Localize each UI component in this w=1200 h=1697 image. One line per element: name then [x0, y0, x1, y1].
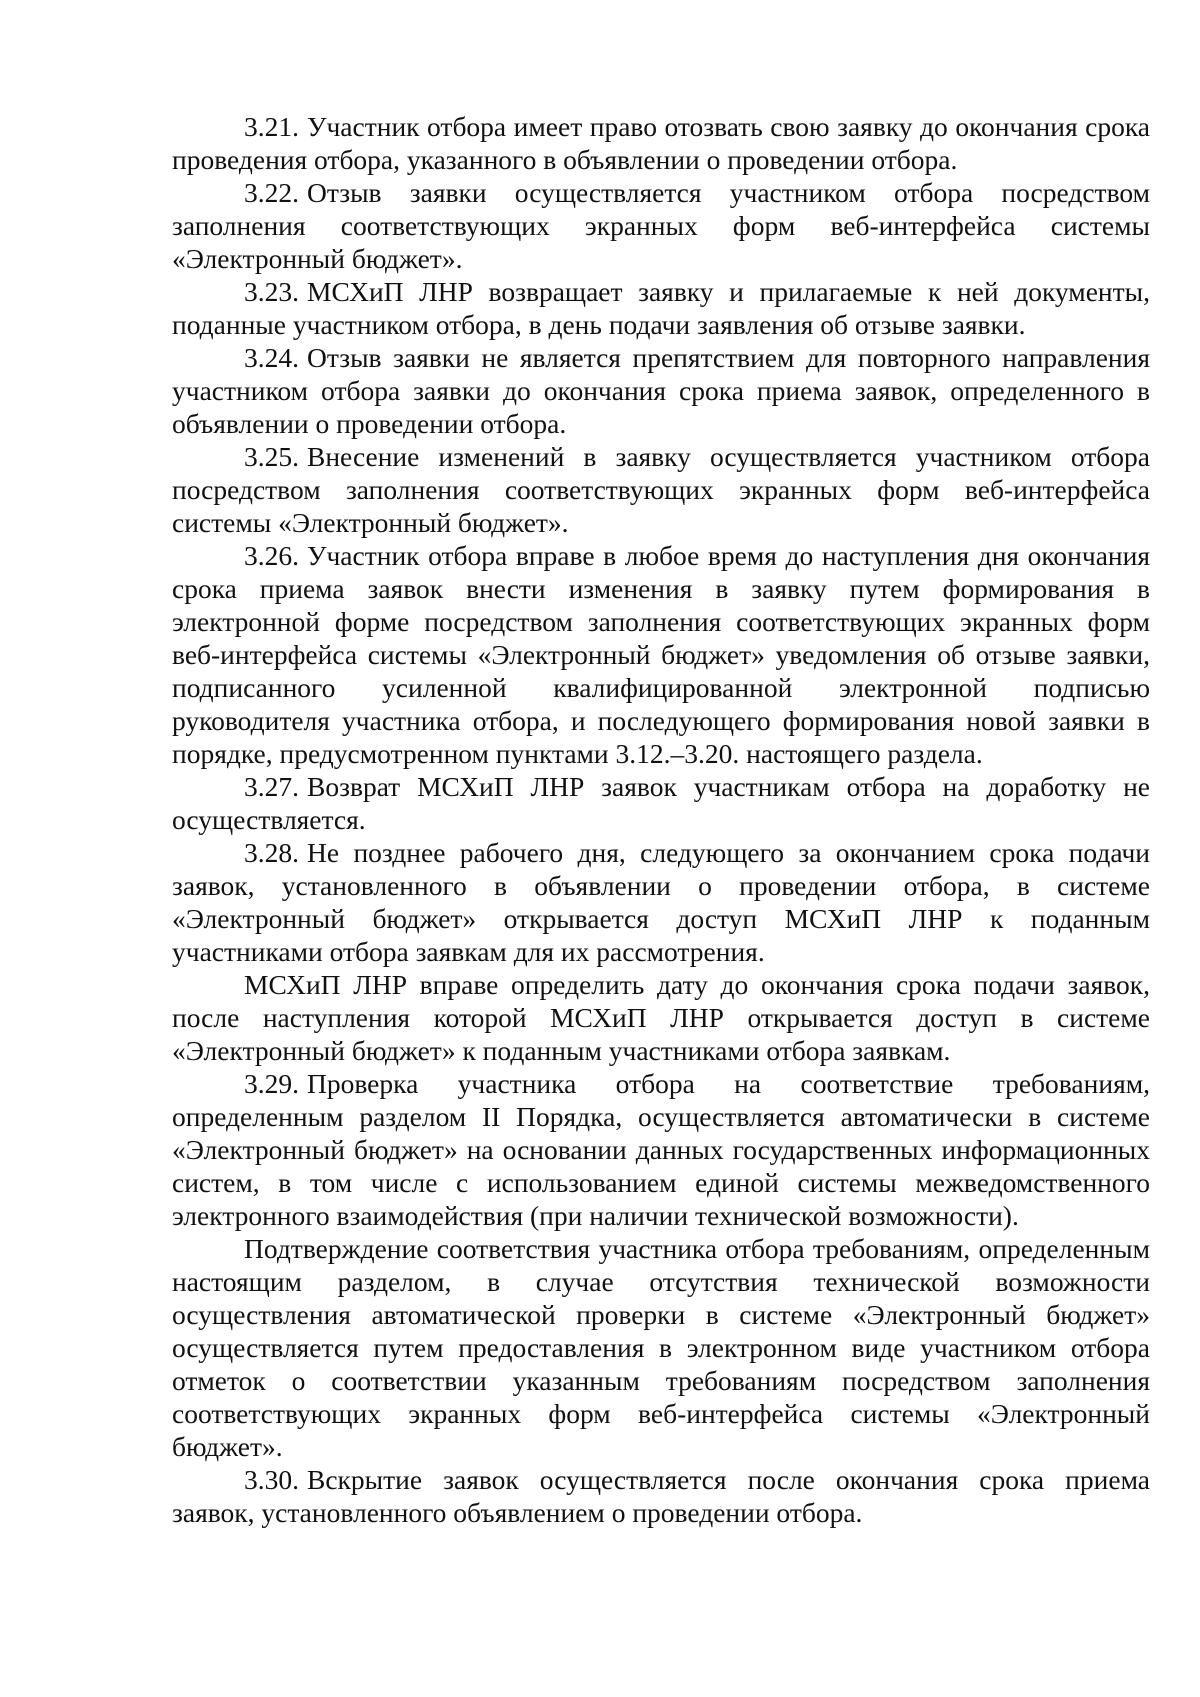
paragraph-3-29-continued — [172, 1232, 1150, 1463]
paragraph-text: Отзыв заявки осуществляется участником отбора посредством заполнения соответствующих экранных форм веб-интерфейса системы «Электронный бюджет». — [172, 177, 1150, 274]
paragraph-text: Внесение изменений в заявку осуществляется участником отбора посредством заполнения соответствующих экранных форм веб-интерфейса системы «Электронный бюджет». — [172, 441, 1150, 538]
paragraph-text: МСХиП ЛНР вправе определить дату до окончания срока подачи заявок, после наступления которой МСХиП ЛНР открывается доступ в системе «Электронный бюджет» к поданным участниками отбора заявкам. — [172, 969, 1150, 1066]
paragraph-text: Отзыв заявки не является препятствием для повторного направления участником отбора заявки до окончания срока приема заявок, определенного в объявлении о проведении отбора. — [172, 342, 1150, 439]
paragraph-text: Не позднее рабочего дня, следующего за окончанием срока подачи заявок, установленного в объявлении о проведении отбора, в системе «Электронный бюджет» открывается доступ МСХиП ЛНР к поданным участниками отбора заявкам для их рассмотрения. — [172, 837, 1150, 967]
paragraph-3-29 — [172, 1067, 1150, 1232]
paragraph-text: Участник отбора имеет право отозвать свою заявку до окончания срока проведения отбора, указанного в объявлении о проведении отбора. — [172, 111, 1150, 175]
paragraph-number: 3.24. — [244, 342, 299, 373]
paragraph-3-27 — [172, 770, 1150, 836]
paragraph-3-23 — [172, 275, 1150, 341]
paragraph-3-21 — [172, 110, 1150, 176]
paragraph-number: 3.27. — [244, 771, 299, 802]
paragraph-3-22 — [172, 176, 1150, 275]
paragraph-text: Проверка участника отбора на соответствие требованиям, определенным разделом II Порядка, осуществляется автоматически в системе «Электронный бюджет» на основании данных государственных информационных систем, в том числе с использованием единой системы межведомственного электронного взаимодействия (при наличии технической возможности). — [172, 1068, 1150, 1231]
paragraph-3-25 — [172, 440, 1150, 539]
paragraph-3-30 — [172, 1463, 1150, 1529]
paragraph-number: 3.28. — [244, 837, 299, 868]
paragraph-text: Возврат МСХиП ЛНР заявок участникам отбора на доработку не осуществляется. — [172, 771, 1150, 835]
paragraph-number: 3.21. — [244, 111, 299, 142]
paragraph-text: Участник отбора вправе в любое время до наступления дня окончания срока приема заявок внести изменения в заявку путем формирования в электронной форме посредством заполнения соответствующих экранных форм веб-интерфейса системы «Электронный бюджет» уведомления об отзыве заявки, подписанного усиленной квалифицированной электронной подписью руководителя участника отбора, и последующего формирования новой заявки в порядке, предусмотренном пунктами 3.12.–3.20. настоящего раздела. — [172, 540, 1150, 769]
paragraph-text: Подтверждение соответствия участника отбора требованиям, определенным настоящим разделом, в случае отсутствия технической возможности осуществления автоматической проверки в системе «Электронный бюджет» осуществляется путем предоставления в электронном виде участником отбора отметок о соответствии указанным требованиям посредством заполнения соответствующих экранных форм веб-интерфейса системы «Электронный бюджет». — [172, 1233, 1150, 1462]
paragraph-3-26 — [172, 539, 1150, 770]
paragraph-number: 3.22. — [244, 177, 299, 208]
paragraph-number: 3.26. — [244, 540, 299, 571]
document-body — [172, 110, 1150, 1529]
paragraph-number: 3.30. — [244, 1464, 299, 1495]
paragraph-3-28 — [172, 836, 1150, 968]
paragraph-number: 3.23. — [244, 276, 299, 307]
paragraph-3-24 — [172, 341, 1150, 440]
paragraph-3-28-continued — [172, 968, 1150, 1067]
paragraph-text: Вскрытие заявок осуществляется после окончания срока приема заявок, установленного объявлением о проведении отбора. — [172, 1464, 1150, 1528]
paragraph-number: 3.25. — [244, 441, 299, 472]
paragraph-text: МСХиП ЛНР возвращает заявку и прилагаемые к ней документы, поданные участником отбора, в день подачи заявления об отзыве заявки. — [172, 276, 1150, 340]
paragraph-number: 3.29. — [244, 1068, 299, 1099]
